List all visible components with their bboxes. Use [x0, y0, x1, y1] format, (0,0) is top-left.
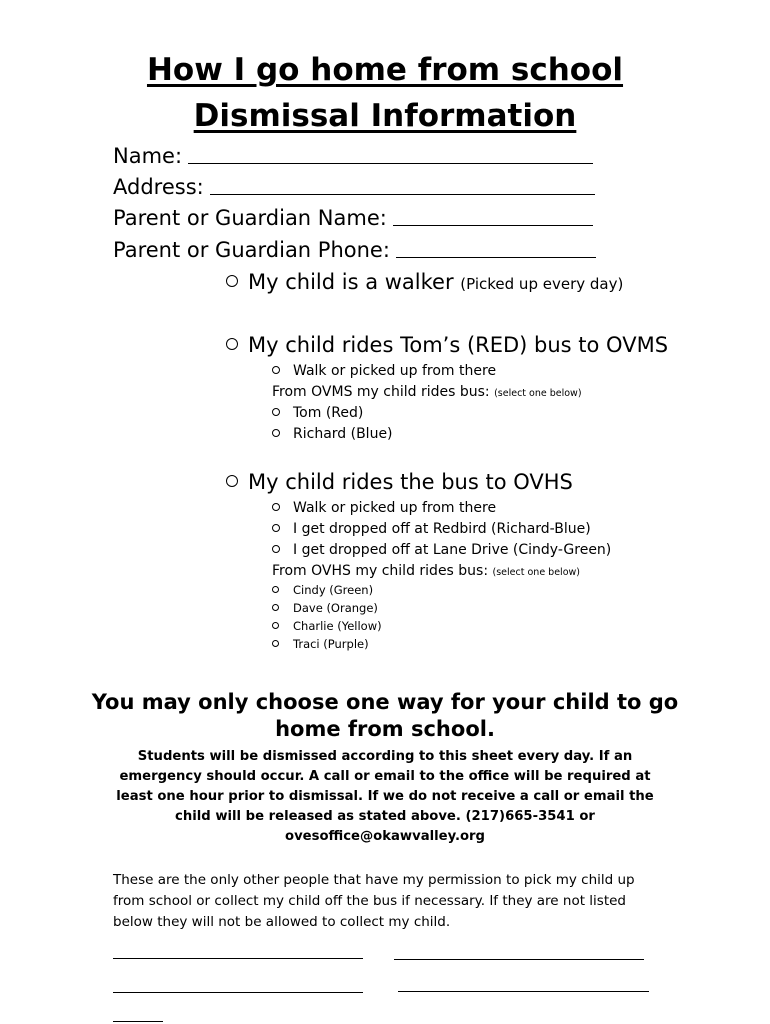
ovhs-choice-item[interactable] — [272, 542, 611, 558]
ovms-walk-label: Walk or picked up from there — [293, 363, 497, 379]
ovms-bus-label: Tom (Red) — [293, 405, 364, 421]
ovms-bus-richard-checkbox-icon[interactable] — [272, 429, 280, 437]
ovhs-bus-charlie-checkbox-icon[interactable] — [272, 622, 279, 629]
option-ovhs[interactable] — [226, 470, 573, 494]
ovhs-bus-label: Charlie (Yellow) — [293, 619, 382, 633]
notice-body-line: Students will be dismissed according to this sheet every day. If an — [137, 749, 633, 764]
address-label: Address: — [113, 175, 204, 199]
option-ovms[interactable] — [226, 333, 668, 357]
ovms-checkbox-icon[interactable] — [226, 338, 238, 350]
ovms-bus-item[interactable] — [272, 426, 393, 442]
ovms-bus-tom-checkbox-icon[interactable] — [272, 408, 280, 416]
notice-heading-line: home from school. — [275, 717, 495, 741]
guardian-phone-field[interactable] — [113, 238, 596, 262]
ovms-from-line — [272, 384, 582, 400]
ovhs-lane-checkbox-icon[interactable] — [272, 545, 280, 553]
option-walker[interactable] — [226, 270, 623, 294]
ovhs-select-note: (select one below) — [492, 567, 580, 578]
ovhs-walk-checkbox-icon[interactable] — [272, 503, 280, 511]
ovhs-choice-label: I get dropped off at Redbird (Richard-Blue) — [293, 521, 591, 537]
page-title: How I go home from school — [146, 52, 624, 88]
ovhs-bus-item[interactable] — [272, 637, 369, 651]
permission-paragraph — [113, 870, 653, 933]
ovhs-choice-item[interactable] — [272, 500, 496, 516]
guardian-name-label: Parent or Guardian Name: — [113, 206, 387, 230]
permission-line: below they will not be allowed to collect my child. — [113, 914, 451, 930]
notice-body-line: ovesoffice@okawvalley.org — [285, 829, 485, 844]
notice-heading — [90, 689, 680, 743]
ovms-from-label: From OVMS my child rides bus: — [272, 384, 490, 400]
ovms-select-note: (select one below) — [494, 388, 582, 399]
notice-body — [90, 747, 680, 847]
ovhs-choice-label: Walk or picked up from there — [293, 500, 497, 516]
ovhs-choice-label: I get dropped off at Lane Drive (Cindy-Green) — [293, 542, 612, 558]
address-line[interactable] — [210, 193, 595, 195]
walker-label: My child is a walker — [248, 270, 454, 294]
authorized-person-line[interactable] — [398, 991, 649, 992]
ovhs-bus-label: Cindy (Green) — [293, 583, 374, 597]
permission-line: from school or collect my child off the bus if necessary. If they are not listed — [113, 893, 627, 909]
ovms-walk-checkbox-icon[interactable] — [272, 366, 280, 374]
name-label: Name: — [113, 144, 183, 168]
permission-line: These are the only other people that have my permission to pick my child up — [113, 872, 635, 888]
ovhs-bus-item[interactable] — [272, 583, 373, 597]
ovhs-bus-label: Traci (Purple) — [293, 637, 369, 651]
guardian-name-line[interactable] — [393, 224, 593, 226]
notice-body-line: least one hour prior to dismissal. If we do not receive a call or email the — [116, 789, 654, 804]
ovhs-bus-item[interactable] — [272, 601, 378, 615]
ovhs-checkbox-icon[interactable] — [226, 475, 238, 487]
name-field[interactable] — [113, 144, 593, 168]
authorized-person-line[interactable] — [113, 958, 363, 959]
address-field[interactable] — [113, 175, 595, 199]
name-line[interactable] — [188, 162, 593, 164]
ovms-label: My child rides Tom’s (RED) bus to OVMS — [248, 333, 669, 357]
walker-checkbox-icon[interactable] — [226, 275, 238, 287]
notice-heading-line: You may only choose one way for your child to go — [91, 690, 679, 714]
ovms-walk-item[interactable] — [272, 363, 496, 379]
ovhs-bus-item[interactable] — [272, 619, 382, 633]
ovhs-from-label: From OVHS my child rides bus: — [272, 563, 489, 579]
ovhs-bus-label: Dave (Orange) — [293, 601, 378, 615]
page-subtitle: Dismissal Information — [193, 98, 577, 134]
guardian-name-field[interactable] — [113, 206, 593, 230]
ovhs-redbird-checkbox-icon[interactable] — [272, 524, 280, 532]
guardian-phone-label: Parent or Guardian Phone: — [113, 238, 390, 262]
ovhs-from-line — [272, 563, 580, 579]
notice-body-line: emergency should occur. A call or email to the office will be required at — [119, 769, 651, 784]
walker-note: (Picked up every day) — [460, 275, 624, 293]
authorized-person-line[interactable] — [113, 992, 363, 993]
ovhs-choice-item[interactable] — [272, 521, 591, 537]
ovhs-bus-traci-checkbox-icon[interactable] — [272, 640, 279, 647]
ovhs-bus-cindy-checkbox-icon[interactable] — [272, 586, 279, 593]
ovhs-label: My child rides the bus to OVHS — [248, 470, 573, 494]
ovms-bus-item[interactable] — [272, 405, 363, 421]
ovhs-bus-dave-checkbox-icon[interactable] — [272, 604, 279, 611]
ovms-bus-label: Richard (Blue) — [293, 426, 393, 442]
notice-body-line: child will be released as stated above. (217)665-3541 or — [175, 809, 595, 824]
guardian-phone-line[interactable] — [396, 256, 596, 258]
authorized-person-line[interactable] — [113, 1021, 163, 1022]
authorized-person-line[interactable] — [394, 959, 644, 960]
